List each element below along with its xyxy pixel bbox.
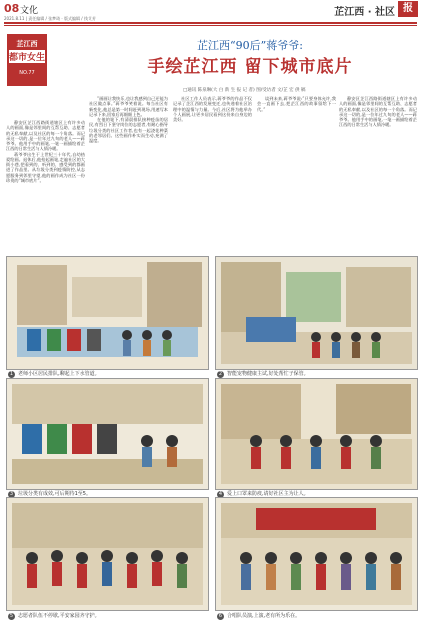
article-column-4	[257, 96, 336, 253]
figure-caption-text: 爱上口罩来防疫,请好社区主为让人。	[227, 491, 309, 497]
column-badge	[7, 34, 47, 86]
figure-caption-text: 合唱队员演,上演,老有所为乐在。	[227, 613, 301, 619]
article-subtitle: 芷江西“90后”蒋爷爷:	[197, 39, 303, 52]
section-name: 文化	[20, 6, 39, 16]
illustration-1	[6, 256, 209, 370]
article-title: 手绘芷江西 留下城市底片	[147, 57, 353, 77]
article-paragraph: 静安区芷江西路街道辖区上有许多动人的画面,像是邻里间的互帮互助、志愿者的无私奉献,以及社区的每一个角落。而记录这一切的,是一位年过九旬的老人——蒋爷爷。他用手中的画笔,一笔一画描绘着芷江西的日常生活与人情冷暖。	[339, 96, 417, 128]
badge-top-text: 芷江西	[16, 40, 38, 48]
figure-caption-text: 志愿者队伍不停歇,平安家园齐守护。	[18, 613, 100, 619]
article-paragraph: 社区工作人员表示,蒋爷爷的作品不仅记录了芷江西的发展变迁,也传递着社区治理中的温情与力量。今后,社区将为他举办个人画展,让更多居民看到这份来自身边的美好。	[173, 96, 252, 122]
illustration-2	[215, 256, 418, 370]
article-paragraph: 谈到未来,蒋爷爷说:“只要身体允许,我会一直画下去,把芷江西的故事留给下一代。”	[257, 96, 336, 112]
page-number: 08	[4, 2, 20, 15]
figure-caption-text: 老师小区居民排队,聊起上下水管道。	[18, 371, 100, 377]
figure-caption	[8, 612, 100, 620]
article-column-1	[6, 120, 85, 253]
figure-caption	[217, 370, 309, 378]
illustration-6	[215, 497, 418, 611]
article-paragraph: 蒋爷爷出生于上世纪三十年代,自幼热爱绘画。退休后,他拾起画笔,走遍社区的大街小巷,把看到的、听到的、感受到的都画进了作品里。从垃圾分类到疫情防控,从志愿服务到邻里守望,他的画作成为社区一份珍贵的“城市底片”。	[6, 151, 85, 183]
figure-caption-text: 垃圾分类有成效,可后期待1至5。	[18, 491, 91, 497]
article-paragraph: 在他的笔下,有清晨排队接种疫苗的居民,有烈日下坚守岗位的志愿者,有耐心指导垃圾分类的社区工作者,也有一起浇花种菜的老邻居们。这些画作朴实而生动,充满了温度。	[89, 117, 168, 143]
figure-number: 2	[218, 371, 223, 377]
newspaper-logo: 报	[398, 1, 418, 17]
figure-number: 6	[218, 613, 223, 619]
article-byline: □通讯 陈泉琳(大 白 新 生 报 记 者) 图/受访者 文/芷 宏 供 稿	[183, 88, 306, 93]
figure-caption	[217, 612, 300, 620]
illustration-5	[6, 497, 209, 611]
header-rule-thin	[4, 25, 417, 26]
figure-number: 4	[218, 491, 223, 497]
article-column-5	[339, 96, 417, 253]
article-paragraph: 静安区芷江西路街道辖区上有许多动人的画面,像是邻里间的互帮互助、志愿者的无私奉献,以及社区的每一个角落。而记录这一切的,是一位年过九旬的老人——蒋爷爷。他用手中的画笔,一笔一画描绘着芷江西的日常生活与人情冷暖。	[6, 120, 85, 152]
figure-caption-text: 智能宠物健康主试,好处帮忙子保管。	[227, 371, 309, 377]
newspaper-brand: 芷江西 · 社区	[334, 7, 395, 18]
figure-number: 3	[9, 491, 14, 497]
illustration-3	[6, 378, 209, 490]
article-paragraph: “画画让我快乐,也让我感到自己还能为社区做点事。”蒋爷爷笑着说。每当社区有新变化,他总是第一时间赶到现场,用速写本记录下来,回家后再细细上色。	[89, 96, 168, 117]
badge-column-name: 都市女生	[9, 50, 45, 63]
figure-number: 5	[9, 613, 14, 619]
article-column-2	[89, 96, 168, 253]
header-rule	[4, 22, 417, 24]
illustration-4	[215, 378, 418, 490]
figure-caption	[8, 370, 100, 378]
page-meta: 2021.8.11 | 责任编辑 / 张梦琦 · 版式编辑 / 钱艾芳	[4, 16, 96, 21]
article-column-3	[173, 96, 252, 253]
figure-number: 1	[9, 371, 14, 377]
badge-issue: NO.77	[19, 70, 35, 76]
